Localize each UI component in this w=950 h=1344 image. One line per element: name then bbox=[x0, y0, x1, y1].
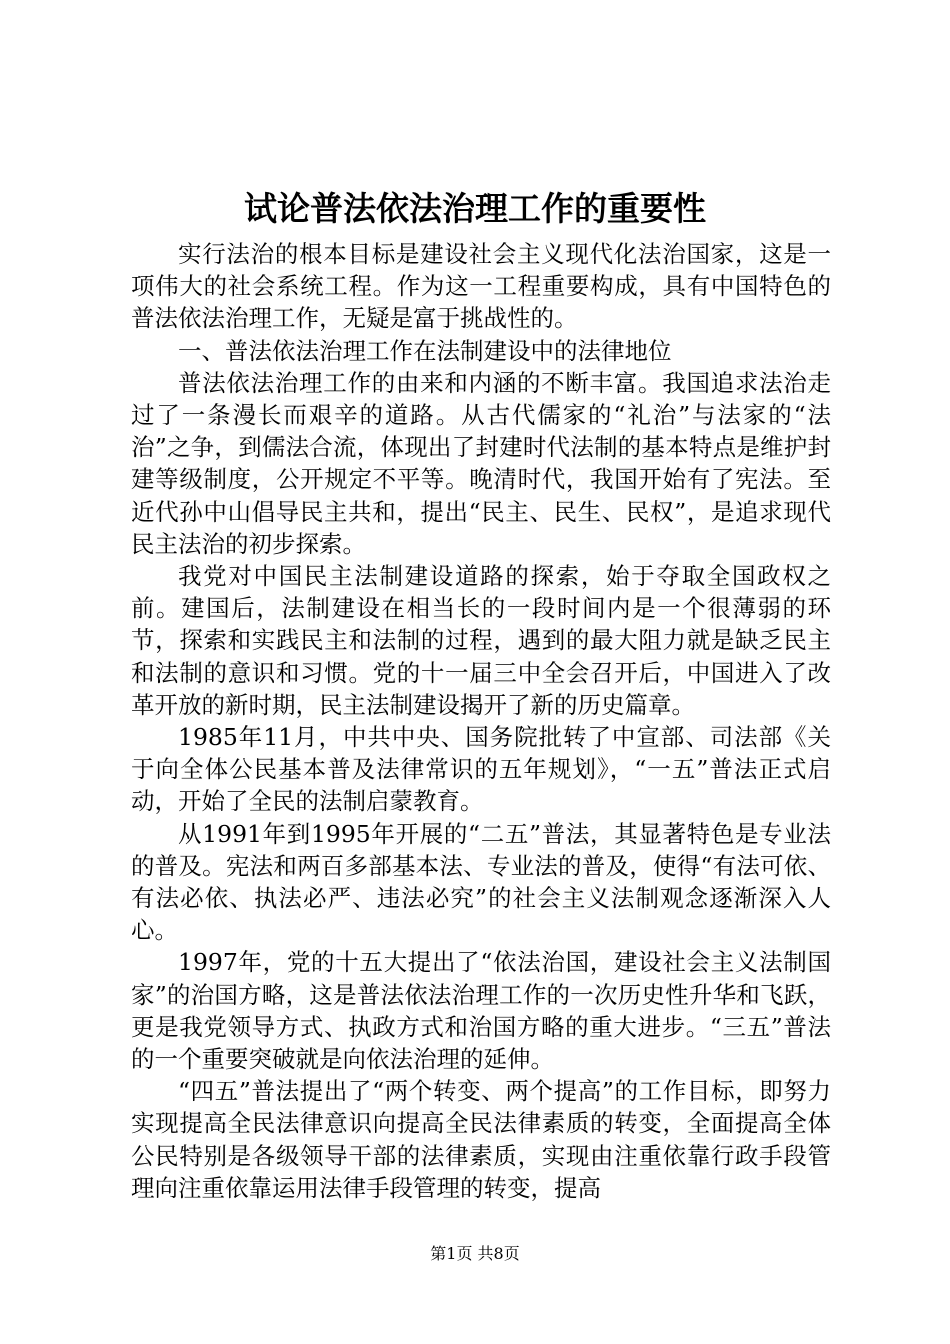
document-body bbox=[131, 238, 831, 1204]
paragraph-first-five: 1985年11月，中共中央、国务院批转了中宣部、司法部《关于向全体公民基本普及法律常识的五年规划》，“一五”普法正式启动，开始了全民的法制启蒙教育。 bbox=[131, 723, 831, 816]
paragraph-second-five: 从1991年到1995年开展的“二五”普法，其显著特色是专业法的普及。宪法和两百多部基本法、专业法的普及，使得“有法可依、有法必依、执法必严、违法必究”的社会主义法制观念逐渐深入人心。 bbox=[131, 819, 831, 945]
paragraph-fourth-five: “四五”普法提出了“两个转变、两个提高”的工作目标，即努力实现提高全民法律意识向提高全民法律素质的转变，全面提高全体公民特别是各级领导干部的法律素质，实现由注重依靠行政手段管理向注重依靠运用法律手段管理的转变，提高 bbox=[131, 1077, 831, 1202]
paragraph-third-five: 1997年，党的十五大提出了“依法治国，建设社会主义法制国家”的治国方略，这是普法依法治理工作的一次历史性升华和飞跃，更是我党领导方式、执政方式和治国方略的重大进步。“三五”普法的一个重要突破就是向依法治理的延伸。 bbox=[131, 948, 831, 1074]
page-number-footer: 第1页 共8页 bbox=[430, 1244, 520, 1263]
paragraph-party-exploration: 我党对中国民主法制建设道路的探索，始于夺取全国政权之前。建国后，法制建设在相当长的一段时间内是一个很薄弱的环节，探索和实践民主和法制的过程，遇到的最大阻力就是缺乏民主和法制的意识和习惯。党的十一届三中全会召开后，中国进入了改革开放的新时期，民主法制建设揭开了新的历史篇章。 bbox=[131, 562, 831, 719]
paragraph-history: 普法依法治理工作的由来和内涵的不断丰富。我国追求法治走过了一条漫长而艰辛的道路。从古代儒家的“礼治”与法家的“法治”之争，到儒法合流，体现出了封建时代法制的基本特点是维护封建等级制度，公开规定不平等。晚清时代，我国开始有了宪法。至近代孙中山倡导民主共和，提出“民主、民生、民权”，是追求现代民主法治的初步探索。 bbox=[131, 368, 831, 558]
section-heading-1: 一、普法依法治理工作在法制建设中的法律地位 bbox=[178, 336, 672, 365]
document-title: 试论普法依法治理工作的重要性 bbox=[244, 189, 706, 228]
paragraph-intro: 实行法治的根本目标是建设社会主义现代化法治国家，这是一项伟大的社会系统工程。作为这一工程重要构成，具有中国特色的普法依法治理工作，无疑是富于挑战性的。 bbox=[131, 240, 831, 333]
